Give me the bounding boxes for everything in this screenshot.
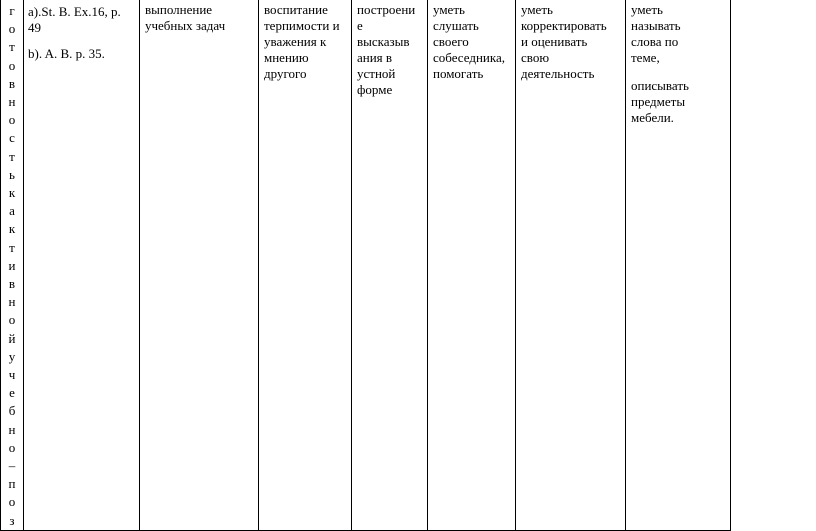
resource-line: a).St. B. Ex.16, p. 49: [28, 4, 121, 35]
regulative-line: и оценивать: [521, 34, 588, 49]
stage-letter: ь: [9, 166, 15, 182]
stage-letter: п: [8, 476, 16, 492]
personal-line: уважения к: [264, 34, 327, 49]
subject-line: описывать: [631, 78, 689, 93]
regulative-line: свою: [521, 50, 550, 65]
stage-letter: о: [8, 312, 16, 328]
cognitive-line: е: [357, 18, 363, 33]
resources-cell: [24, 0, 140, 530]
stage-letter: в: [8, 75, 16, 91]
stage-letter: б: [8, 403, 16, 419]
communicative-results-cell: [428, 0, 516, 530]
stage-letter: н: [8, 294, 16, 310]
stage-letter: е: [9, 385, 15, 401]
stage-letter: о: [8, 21, 16, 37]
communicative-line: слушать: [433, 18, 479, 33]
stage-letter: с: [9, 130, 15, 146]
regulative-line: корректировать: [521, 18, 607, 33]
stage-letter: н: [8, 421, 16, 437]
regulative-results-cell: [516, 0, 626, 530]
communicative-line: собеседника,: [433, 50, 506, 65]
personal-line: другого: [264, 66, 307, 81]
stage-letter: и: [8, 257, 16, 273]
personal-line: терпимости и: [264, 18, 340, 33]
cognitive-line: форме: [357, 82, 393, 97]
cognitive-results-cell: [352, 0, 428, 530]
stage-letter: т: [9, 39, 15, 55]
communicative-line: помогать: [433, 66, 484, 81]
stage-letter: а: [9, 203, 15, 219]
activity-line: учебных задач: [145, 18, 226, 33]
personal-line: воспитание: [264, 2, 328, 17]
stage-letter: н: [8, 94, 16, 110]
stage-letter: к: [8, 185, 16, 201]
stage-letter: –: [8, 458, 16, 474]
cognitive-line: устной: [357, 66, 396, 81]
subject-line: мебели.: [631, 110, 674, 125]
subject-line: слова по: [631, 34, 679, 49]
regulative-line: уметь: [521, 2, 553, 17]
subject-line: предметы: [631, 94, 686, 109]
subject-line: называть: [631, 18, 681, 33]
stage-letter: т: [9, 239, 15, 255]
stage-letter: о: [8, 57, 16, 73]
regulative-line: деятельность: [521, 66, 595, 81]
stage-letter: о: [8, 112, 16, 128]
table-row: [1, 0, 731, 530]
subject-line: уметь: [631, 2, 663, 17]
cognitive-line: высказыв: [357, 34, 410, 49]
activity-line: выполнение: [145, 2, 213, 17]
communicative-line: уметь: [433, 2, 465, 17]
stage-cell: [1, 0, 24, 530]
cognitive-line: построени: [357, 2, 416, 17]
stage-letter: ч: [8, 367, 16, 383]
communicative-line: своего: [433, 34, 469, 49]
subject-line: теме,: [631, 50, 660, 65]
stage-letter: в: [8, 276, 16, 292]
stage-letter: о: [8, 439, 16, 455]
vertical-stage-text: [1, 0, 23, 530]
stage-letter: у: [8, 348, 16, 364]
stage-letter: й: [8, 330, 16, 346]
personal-results-cell: [259, 0, 352, 530]
stage-letter: г: [9, 3, 15, 18]
activity-cell: [140, 0, 259, 530]
stage-letter: к: [8, 221, 16, 237]
personal-line: мнению: [264, 50, 309, 65]
resource-line: b). A. B. p. 35.: [28, 46, 105, 61]
cognitive-line: ания в: [357, 50, 393, 65]
stage-letter: з: [9, 512, 15, 528]
stage-letter: о: [8, 494, 16, 510]
subject-results-cell: [626, 0, 731, 530]
stage-letter: т: [9, 148, 15, 164]
